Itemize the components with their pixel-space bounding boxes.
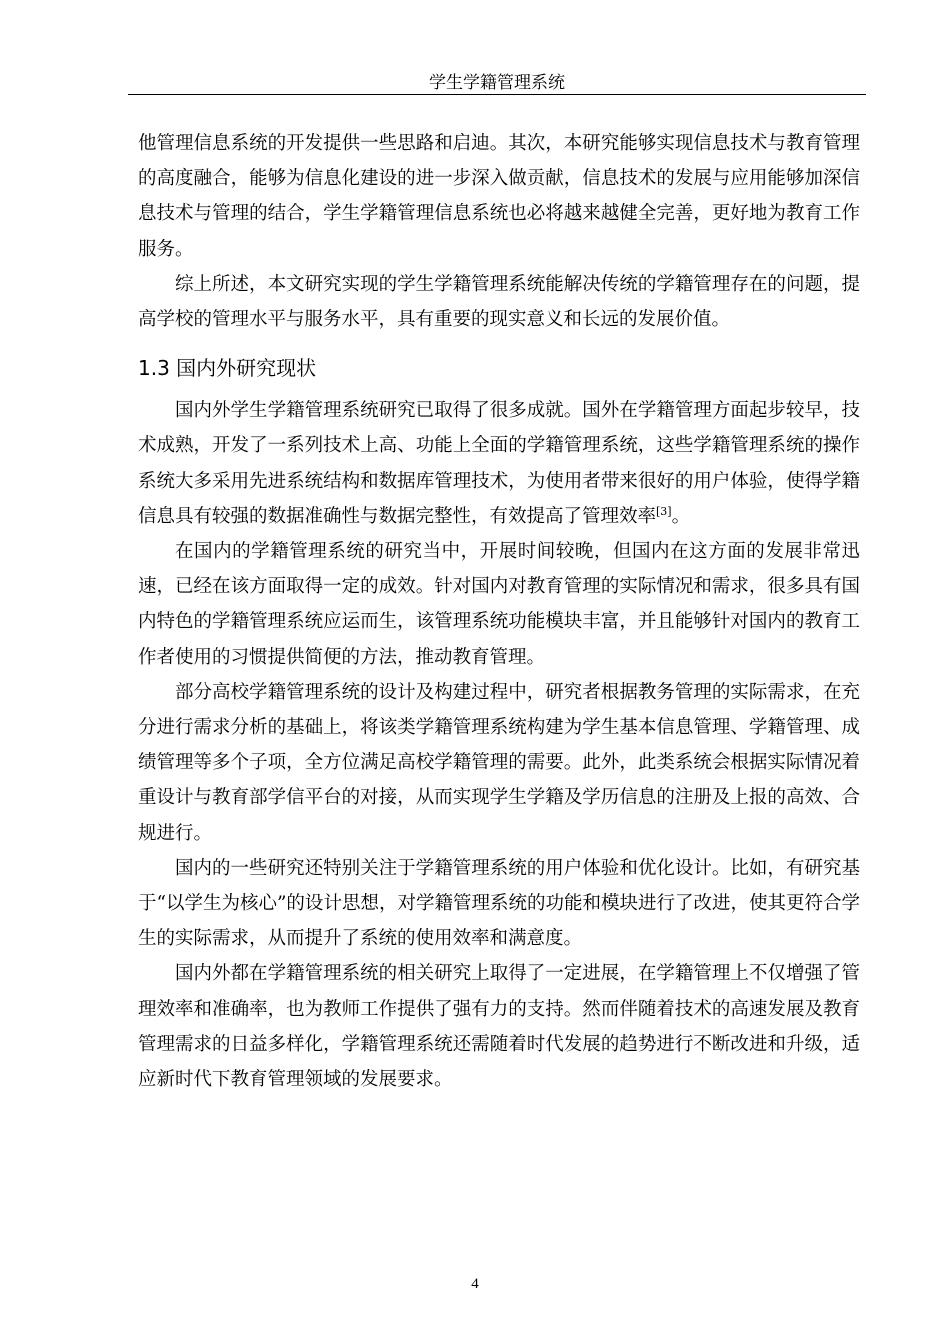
page-body: [138, 126, 860, 1097]
paragraph-research-overview: [138, 393, 860, 534]
citation-marker: [3]: [656, 504, 672, 518]
paragraph-domestic-research: 在国内的学籍管理系统的研究当中，开展时间较晚，但国内在这方面的发展非常迅速，已经在该方面取得一定的成效。针对国内对教育管理的实际情况和需求，很多具有国内特色的学籍管理系统应运而生，该管理系统功能模块丰富，并且能够针对国内的教育工作者使用的习惯提供简便的方法，推动教育管理。: [138, 541, 860, 668]
paragraph-user-experience: 国内的一些研究还特别关注于学籍管理系统的用户体验和优化设计。比如，有研究基于“以学生为核心”的设计思想，对学籍管理系统的功能和模块进行了改进，使其更符合学生的实际需求，从而提升了系统的使用效率和满意度。: [138, 857, 860, 950]
running-header-title: 学生学籍管理系统: [429, 73, 565, 93]
paragraph-research-overview-text: 国内外学生学籍管理系统研究已取得了很多成就。国外在学籍管理方面起步较早，技术成熟，开发了一系列技术上高、功能上全面的学籍管理系统，这些学籍管理系统的操作系统大多采用先进系统结构和数据库管理技术，为使用者带来很好的用户体验，使得学籍信息具有较强的数据准确性与数据完整性，有效提高了管理效率: [138, 400, 860, 527]
paragraph-continued: 他管理信息系统的开发提供一些思路和启迪。其次，本研究能够实现信息技术与教育管理的高度融合，能够为信息化建设的进一步深入做贡献，信息技术的发展与应用能够加深信息技术与管理的结合，学生学籍管理信息系统也必将越来越健全完善，更好地为教育工作服务。: [138, 133, 860, 260]
section-heading: 1.3 国内外研究现状: [138, 356, 317, 381]
header-rule: [128, 94, 866, 95]
paragraph-conclusion: 国内外都在学籍管理系统的相关研究上取得了一定进展，在学籍管理上不仅增强了管理效率和准确率，也为教师工作提供了强有力的支持。然而伴随着技术的高速发展及教育管理需求的日益多样化，学籍管理系统还需随着时代发展的趋势进行不断改进和升级，适应新时代下教育管理领域的发展要求。: [138, 963, 860, 1091]
paragraph-university-systems: 部分高校学籍管理系统的设计及构建过程中，研究者根据教务管理的实际需求，在充分进行需求分析的基础上，将该类学籍管理系统构建为学生基本信息管理、学籍管理、成绩管理等多个子项，全方位满足高校学籍管理的需要。此外，此类系统会根据实际情况着重设计与教育部学信平台的对接，从而实现学生学籍及学历信息的注册及上报的高效、合规进行。: [138, 681, 860, 844]
paragraph-summary: 综上所述，本文研究实现的学生学籍管理系统能解决传统的学籍管理存在的问题，提高学校的管理水平与服务水平，具有重要的现实意义和长远的发展价值。: [138, 273, 860, 331]
page-number: 4: [471, 1276, 479, 1292]
paragraph-research-overview-end: 。: [671, 505, 691, 527]
